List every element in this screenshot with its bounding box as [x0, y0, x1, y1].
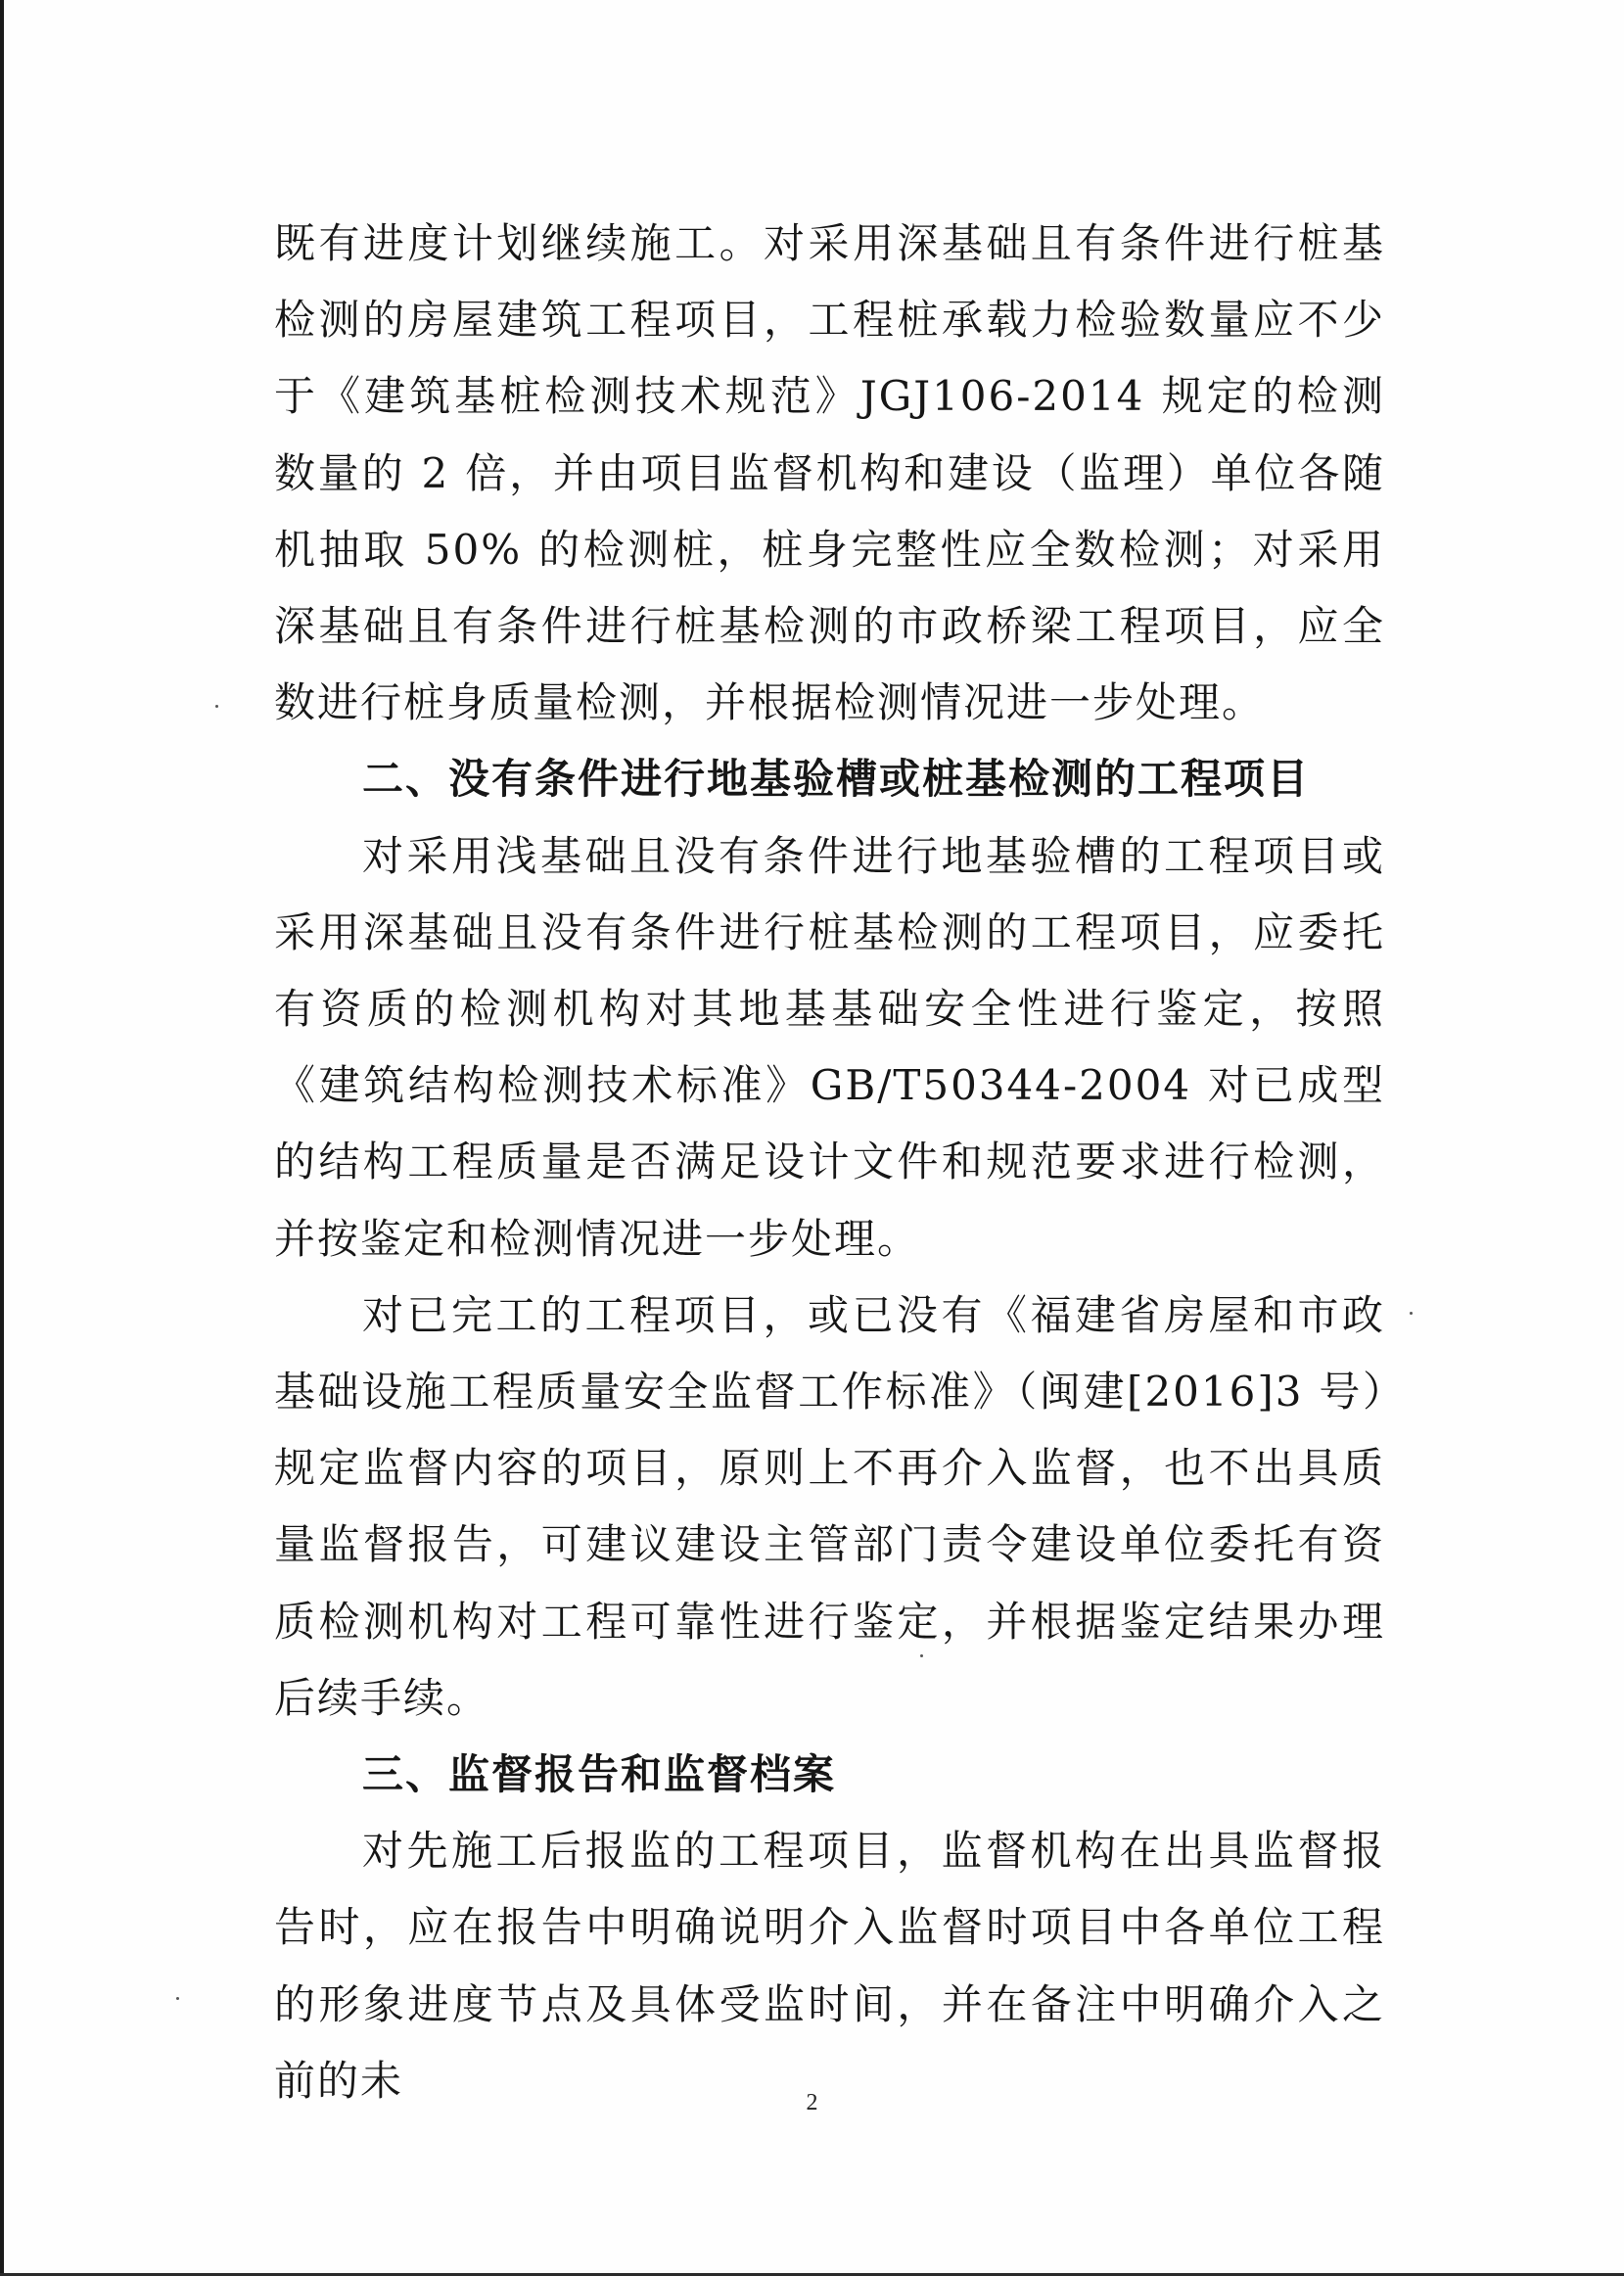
document-body — [274, 206, 1385, 2119]
paragraph-2: 对采用浅基础且没有条件进行地基验槽的工程项目或采用深基础且没有条件进行桩基检测的工程项目，应委托有资质的检测机构对其地基基础安全性进行鉴定，按照《建筑结构检测技术标准》GB/T50344-2004 对已成型的结构工程质量是否满足设计文件和规范要求进行检测，并按鉴定和检测情况进一步处理。 — [274, 831, 1385, 1263]
paragraph-3: 对已完工的工程项目，或已没有《福建省房屋和市政基础设施工程质量安全监督工作标准》（闽建[2016]3 号）规定监督内容的项目，原则上不再介入监督，也不出具质量监督报告，可建议建设主管部门责令建设单位委托有资质检测机构对工程可靠性进行鉴定，并根据鉴定结果办理后续手续。 — [274, 1290, 1385, 1722]
scan-speck — [215, 705, 218, 708]
paragraph-1: 既有进度计划继续施工。对采用深基础且有条件进行桩基检测的房屋建筑工程项目，工程桩承载力检验数量应不少于《建筑基桩检测技术规范》JGJ106-2014 规定的检测数量的 2 倍，并由项目监督机构和建设（监理）单位各随机抽取 50% 的检测桩，桩身完整性应全数检测；对采用深基础且有条件进行桩基检测的市政桥梁工程项目，应全数进行桩身质量检测，并根据检测情况进一步处理。 — [274, 219, 1385, 727]
section-heading-3: 三、监督报告和监督档案 — [362, 1750, 837, 1799]
paragraph-4: 对先施工后报监的工程项目，监督机构在出具监督报告时，应在报告中明确说明介入监督时项目中各单位工程的形象进度节点及具体受监时间，并在备注中明确介入之前的未 — [274, 1827, 1385, 2105]
scan-border-left — [0, 0, 4, 2276]
section-heading-2: 二、没有条件进行地基验槽或桩基检测的工程项目 — [362, 755, 1311, 804]
page-number: 2 — [806, 2090, 818, 2115]
scan-speck — [176, 1997, 179, 2000]
scan-speck — [1410, 1312, 1413, 1315]
scan-speck — [920, 1654, 923, 1657]
